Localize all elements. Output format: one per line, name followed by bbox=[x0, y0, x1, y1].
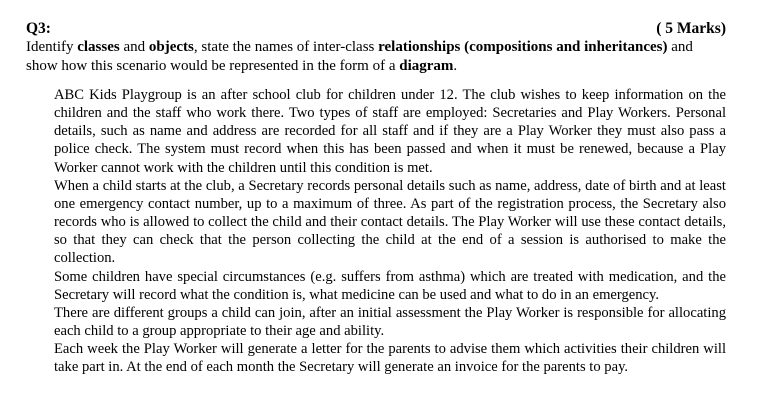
instruction-text: and show how this scenario would be represented in the form of a bbox=[26, 39, 693, 74]
scenario-paragraph-groups: There are different groups a child can join, after an initial assessment the Play Worker is responsible for allocating each child to a group appropriate to their age and ability. bbox=[54, 304, 726, 340]
scenario-text bbox=[54, 86, 726, 377]
instruction-keyword-classes: classes bbox=[77, 39, 120, 55]
instruction-text: Identify bbox=[26, 39, 78, 55]
instruction-text: . bbox=[453, 58, 458, 74]
scenario-paragraph-medical: Some children have special circumstances (e.g. suffers from asthma) which are treated with medication, and the Secretary will record what the condition is, what medicine can be used and what to do in an emergency. bbox=[54, 268, 726, 303]
scenario-paragraph-letters-invoices: Each week the Play Worker will generate a letter for the parents to advise them which activities their children will take part in. At the end of each month the Secretary will generate an invoice for the parents to pay. bbox=[54, 341, 726, 376]
question-page bbox=[26, 20, 726, 377]
question-header bbox=[26, 20, 726, 38]
scenario-paragraph-intro: ABC Kids Playgroup is an after school club for children under 12. The club wishes to keep information on the children and the staff who work there. Two types of staff are employed: Secretaries and Play Workers. Personal details, such as name and address are recorded for all staff and if they are a Play Worker they must also pass a police check. The system must record when this has been passed and when it must be renewed, because a Play Worker cannot work with the children until this condition is met. bbox=[54, 87, 726, 176]
question-number: Q3: bbox=[26, 20, 51, 37]
question-instruction bbox=[26, 38, 726, 76]
instruction-text: and bbox=[119, 39, 149, 55]
instruction-keyword-objects: objects bbox=[148, 39, 194, 55]
instruction-keyword-relationships: relationships (compositions and inheritances) bbox=[378, 39, 668, 55]
instruction-text: , state the names of inter-class bbox=[193, 39, 379, 55]
instruction-keyword-diagram: diagram bbox=[399, 58, 454, 74]
question-marks: ( 5 Marks) bbox=[656, 20, 726, 37]
scenario-paragraph-registration: When a child starts at the club, a Secretary records personal details such as name, address, date of birth and at least one emergency contact number, up to a maximum of three. As part of the registration process, the Secretary also records who is allowed to collect the child and their contact details. The Play Worker will use these contact details, so that they can check that the person collecting the child at the end of a session is authorised to make the collection. bbox=[54, 177, 726, 267]
